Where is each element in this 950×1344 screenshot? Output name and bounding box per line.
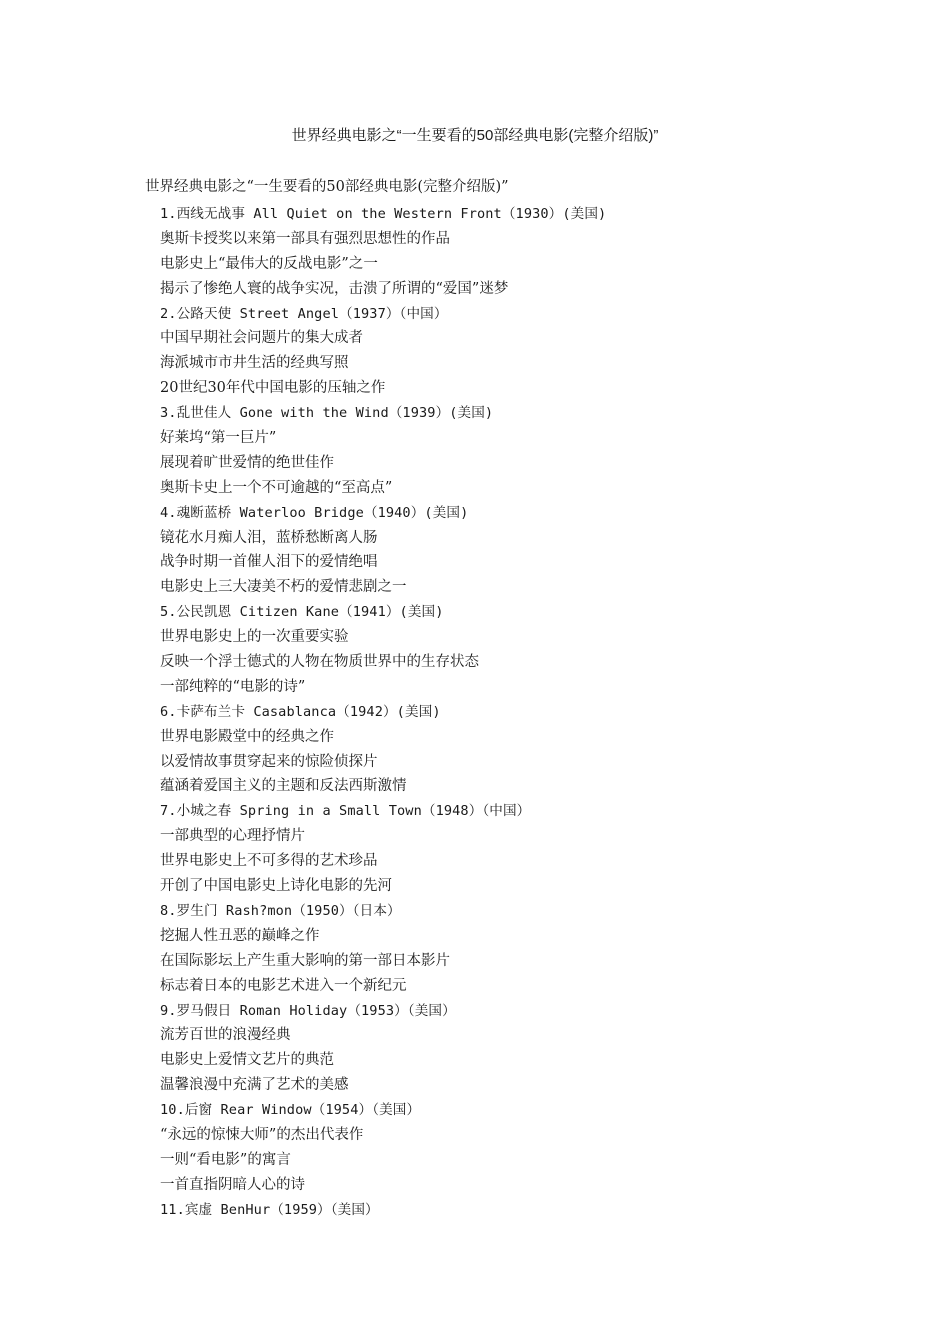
movie-description-line: 在国际影坛上产生重大影响的第一部日本影片 <box>160 952 450 969</box>
movie-entry-title: 10.后窗 Rear Window（1954）（美国） <box>160 1102 421 1119</box>
movie-description-line: 20世纪30年代中国电影的压轴之作 <box>160 380 386 397</box>
movie-description-line: 开创了中国电影史上诗化电影的先河 <box>160 878 392 895</box>
movie-description-line: 蕴涵着爱国主义的主题和反法西斯激情 <box>160 778 407 795</box>
movie-description-line: 镜花水月痴人泪，蓝桥愁断离人肠 <box>160 529 378 546</box>
movie-description-line: 海派城市市井生活的经典写照 <box>160 355 349 372</box>
movie-description-line: 电影史上爱情文艺片的典范 <box>160 1052 334 1069</box>
movie-description-line: 温馨浪漫中充满了艺术的美感 <box>160 1077 349 1094</box>
movie-entry-title: 5.公民凯恩 Citizen Kane（1941）(美国) <box>160 604 444 621</box>
movie-description-line: 一部纯粹的“电影的诗” <box>160 678 306 695</box>
movie-entry-title: 4.魂断蓝桥 Waterloo Bridge（1940）(美国) <box>160 504 469 521</box>
movie-description-line: 挖掘人性丑恶的巅峰之作 <box>160 927 320 944</box>
movie-description-line: 世界电影殿堂中的经典之作 <box>160 728 334 745</box>
movie-entry-title: 7.小城之春 Spring in a Small Town（1948）（中国） <box>160 803 531 820</box>
movie-description-line: 标志着日本的电影艺术进入一个新纪元 <box>160 977 407 994</box>
movie-description-line: 一首直指阴暗人心的诗 <box>160 1176 305 1193</box>
movie-entry-title: 3.乱世佳人 Gone with the Wind（1939）(美国) <box>160 405 494 422</box>
movie-description-line: 奥斯卡授奖以来第一部具有强烈思想性的作品 <box>160 230 450 247</box>
movie-description-line: 好莱坞“第一巨片” <box>160 430 277 447</box>
movie-description-line: 奥斯卡史上一个不可逾越的“至高点” <box>160 479 393 496</box>
movie-entry-title: 6.卡萨布兰卡 Casablanca（1942）(美国) <box>160 703 441 720</box>
movie-description-line: 揭示了惨绝人寰的战争实况，击溃了所谓的“爱国”迷梦 <box>160 280 509 297</box>
movie-entry-title: 8.罗生门 Rash?mon（1950）（日本） <box>160 902 401 919</box>
movie-description-line: 世界电影史上不可多得的艺术珍品 <box>160 853 378 870</box>
movie-entry-title: 2.公路天使 Street Angel（1937）（中国） <box>160 305 448 322</box>
movie-description-line: 电影史上三大凄美不朽的爱情悲剧之一 <box>160 579 407 596</box>
movie-description-line: 中国早期社会问题片的集大成者 <box>160 330 363 347</box>
document-body <box>160 202 860 1223</box>
movie-description-line: 电影史上“最伟大的反战电影”之一 <box>160 255 378 272</box>
movie-entry-title: 11.宾虚 BenHur（1959）（美国） <box>160 1201 379 1218</box>
movie-description-line: “永远的惊悚大师”的杰出代表作 <box>160 1126 364 1143</box>
movie-description-line: 展现着旷世爱情的绝世佳作 <box>160 454 334 471</box>
movie-description-line: 以爱情故事贯穿起来的惊险侦探片 <box>160 753 378 770</box>
movie-entry-title: 9.罗马假日 Roman Holiday（1953）（美国） <box>160 1002 456 1019</box>
movie-description-line: 流芳百世的浪漫经典 <box>160 1027 291 1044</box>
movie-description-line: 世界电影史上的一次重要实验 <box>160 629 349 646</box>
document-heading: 世界经典电影之“一生要看的50部经典电影(完整介绍版)” <box>145 179 509 195</box>
document-title: 世界经典电影之“一生要看的50部经典电影(完整介绍版)” <box>291 127 659 144</box>
movie-description-line: 一则“看电影”的寓言 <box>160 1151 291 1168</box>
movie-entry-title: 1.西线无战事 All Quiet on the Western Front（1930）(美国) <box>160 206 607 222</box>
movie-description-line: 反映一个浮士德式的人物在物质世界中的生存状态 <box>160 654 479 671</box>
movie-description-line: 一部典型的心理抒情片 <box>160 828 305 845</box>
movie-description-line: 战争时期一首催人泪下的爱情绝唱 <box>160 554 378 571</box>
